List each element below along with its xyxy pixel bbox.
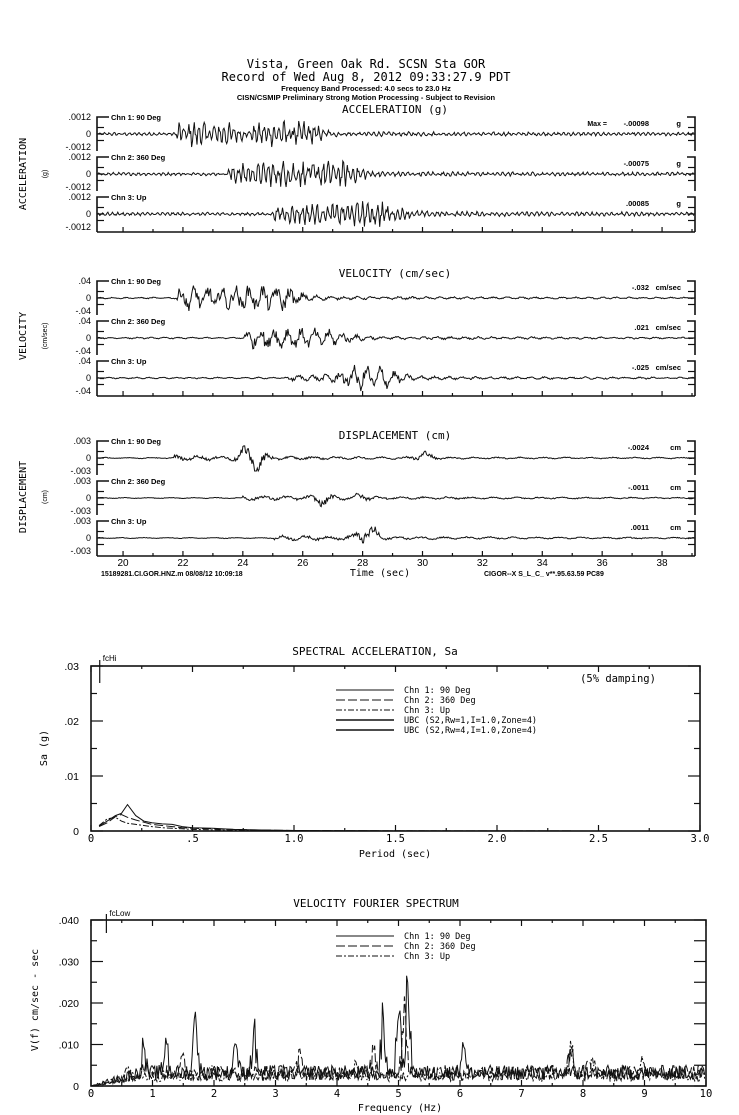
x-tick-label: 38	[656, 558, 668, 569]
velocity-panel	[18, 267, 695, 396]
acceleration-max-label: Max =	[587, 121, 607, 128]
sa-legend-label: UBC (S2,Rw=4,I=1.0,Zone=4)	[404, 726, 538, 736]
channel-max-value: -.0011	[628, 483, 649, 492]
time-axis-label: Time (sec)	[349, 568, 411, 579]
y-tick-label-zero: 0	[85, 373, 91, 383]
x-tick-label: 20	[117, 558, 129, 569]
sa-legend-label: Chn 1: 90 Deg	[404, 686, 471, 696]
footer-record-id: 15189281.CI.GOR.HNZ.m 08/08/12 10:09:18	[101, 571, 243, 578]
displacement-panel	[18, 429, 695, 579]
channel-label: Chn 3: Up	[111, 193, 147, 202]
x-tick-label: 24	[237, 558, 249, 569]
channel-label: Chn 3: Up	[111, 357, 147, 366]
sa-x-tick-label: 2.0	[487, 833, 507, 845]
header-processing-note: CISN/CSMIP Preliminary Strong Motion Processing - Subject to Revision	[236, 93, 496, 102]
sa-y-tick-label: .02	[64, 716, 79, 728]
y-tick-label-zero: 0	[85, 533, 91, 543]
sa-xlabel: Period (sec)	[358, 849, 432, 860]
waveform-trace	[98, 161, 694, 187]
fs-legend-label: Chn 2: 360 Deg	[404, 942, 476, 952]
channel-label: Chn 1: 90 Deg	[111, 277, 162, 286]
x-tick-label: 30	[416, 558, 429, 569]
x-tick-label: 34	[536, 558, 548, 569]
channel-max-unit: cm	[670, 523, 681, 532]
channel-label: Chn 1: 90 Deg	[111, 113, 162, 122]
fs-plot-frame	[91, 920, 706, 1086]
fs-y-tick-label: .040	[58, 915, 79, 927]
channel-max-value: -.00098	[623, 119, 649, 128]
sa-legend-label: UBC (S2,Rw=1,I=1.0,Zone=4)	[404, 716, 538, 726]
sa-legend-label: Chn 2: 360 Deg	[404, 696, 476, 706]
acceleration-ylabel: ACCELERATION	[18, 137, 29, 211]
fclow-marker-label: fcLow	[109, 909, 131, 918]
spectral-acceleration-chart	[39, 645, 709, 860]
sa-curve-3	[99, 817, 700, 831]
y-tick-label-zero: 0	[85, 209, 91, 219]
footer-processing-code: CIGOR--X S_L_C_ v**.95.63.59 PC89	[484, 571, 604, 578]
x-tick-label: 26	[297, 558, 309, 569]
velocity-yunit: (cm/sec)	[42, 322, 49, 350]
sa-damping-note: (5% damping)	[580, 673, 656, 685]
fs-x-tick-label: 3	[272, 1088, 279, 1100]
sa-y-tick-label: 0	[73, 826, 79, 838]
channel-max-unit: cm/sec	[655, 323, 681, 332]
fs-x-tick-label: 10	[699, 1088, 713, 1100]
y-tick-label-top: .0012	[68, 152, 91, 162]
channel-label: Chn 2: 360 Deg	[111, 317, 166, 326]
fs-y-tick-label: 0	[73, 1081, 79, 1093]
sa-curve-1	[99, 805, 700, 831]
displacement-ylabel: DISPLACEMENT	[18, 460, 29, 534]
channel-max-unit: g	[676, 159, 681, 168]
channel-max-unit: cm	[670, 483, 681, 492]
sa-x-tick-label: .5	[186, 833, 199, 845]
fs-x-tick-label: 5	[395, 1088, 402, 1100]
channel-max-unit: cm	[670, 443, 681, 452]
y-tick-label-bottom: -.003	[70, 466, 91, 476]
y-tick-label-zero: 0	[85, 169, 91, 179]
fchi-marker-label: fcHi	[102, 654, 117, 663]
sa-y-tick-label: .01	[64, 771, 79, 783]
fs-x-tick-label: 2	[210, 1088, 218, 1100]
y-tick-label-bottom: -.003	[70, 506, 91, 516]
sa-x-tick-label: 1.5	[386, 833, 405, 845]
channel-label: Chn 2: 360 Deg	[111, 153, 166, 162]
header-frequency-band: Frequency Band Processed: 4.0 secs to 23.0 Hz	[281, 84, 451, 93]
waveform-trace	[98, 527, 694, 543]
y-tick-label-top: .04	[78, 316, 91, 326]
acceleration-panel	[18, 103, 695, 232]
y-tick-label-zero: 0	[85, 129, 91, 139]
sa-legend-label: Chn 3: Up	[404, 706, 451, 716]
y-tick-label-bottom: -.0012	[65, 222, 91, 232]
sa-x-tick-label: 2.5	[589, 833, 608, 845]
y-tick-label-bottom: -.04	[75, 306, 91, 316]
velocity-fourier-spectrum-chart	[30, 897, 712, 1114]
y-tick-label-zero: 0	[85, 453, 91, 463]
channel-max-value: -.032	[631, 283, 649, 292]
channel-max-unit: cm/sec	[655, 363, 681, 372]
fs-xlabel: Frequency (Hz)	[357, 1103, 443, 1114]
sa-ylabel: Sa (g)	[39, 729, 50, 767]
fs-x-tick-label: 4	[333, 1088, 341, 1100]
sa-x-tick-label: 0	[87, 833, 95, 845]
waveform-trace	[98, 328, 694, 349]
fs-x-tick-label: 7	[518, 1088, 525, 1100]
x-tick-label: 32	[476, 558, 488, 569]
sa-curve-2	[99, 815, 700, 832]
fs-y-tick-label: .030	[58, 956, 79, 969]
fs-y-tick-label: .010	[58, 1039, 79, 1052]
channel-max-value: -.0024	[627, 443, 649, 452]
fs-x-tick-label: 8	[579, 1088, 587, 1100]
sa-x-tick-label: 3.0	[690, 833, 710, 845]
fs-curve-1	[92, 976, 705, 1086]
y-tick-label-bottom: -.04	[75, 346, 91, 356]
y-tick-label-zero: 0	[85, 333, 91, 343]
fs-x-tick-label: 0	[87, 1088, 95, 1100]
channel-max-value: -.00075	[623, 159, 649, 168]
acceleration-title: ACCELERATION (g)	[342, 103, 448, 116]
waveform-trace	[98, 493, 694, 506]
fs-title: VELOCITY FOURIER SPECTRUM	[293, 897, 459, 910]
channel-label: Chn 2: 360 Deg	[111, 477, 166, 486]
y-tick-label-top: .003	[73, 476, 91, 486]
fs-x-tick-label: 9	[641, 1088, 648, 1100]
y-tick-label-bottom: -.0012	[65, 142, 91, 152]
sa-plot-frame	[91, 666, 700, 831]
waveform-trace	[98, 286, 694, 311]
channel-max-value: .00085	[626, 199, 649, 208]
x-tick-label: 28	[357, 558, 369, 569]
sa-x-tick-label: 1.0	[284, 833, 304, 845]
y-tick-label-top: .04	[78, 356, 91, 366]
sa-title: SPECTRAL ACCELERATION, Sa	[292, 645, 458, 658]
y-tick-label-top: .0012	[68, 192, 91, 202]
y-tick-label-bottom: -.04	[75, 386, 91, 396]
channel-label: Chn 1: 90 Deg	[111, 437, 162, 446]
channel-max-unit: cm/sec	[655, 283, 681, 292]
y-tick-label-top: .0012	[68, 112, 91, 122]
fs-legend-label: Chn 3: Up	[404, 952, 451, 962]
fs-x-tick-label: 6	[456, 1088, 464, 1100]
channel-max-value: .0011	[630, 523, 649, 532]
sa-y-tick-label: .03	[64, 661, 79, 673]
y-tick-label-bottom: -.003	[70, 546, 91, 556]
fs-ylabel: V(f) cm/sec - sec	[30, 948, 41, 1052]
waveform-trace	[98, 446, 694, 471]
y-tick-label-top: .04	[78, 276, 91, 286]
fs-legend-label: Chn 1: 90 Deg	[404, 932, 471, 942]
channel-max-unit: g	[676, 119, 681, 128]
fs-y-tick-label: .020	[58, 998, 79, 1010]
fs-curve-3	[92, 1041, 705, 1086]
waveform-trace	[98, 201, 694, 227]
x-tick-label: 36	[596, 558, 608, 569]
velocity-ylabel: VELOCITY	[18, 311, 29, 361]
y-tick-label-zero: 0	[85, 493, 91, 503]
y-tick-label-bottom: -.0012	[65, 182, 91, 192]
y-tick-label-top: .003	[73, 516, 91, 526]
header-station-line: Vista, Green Oak Rd. SCSN Sta GOR	[246, 57, 486, 71]
y-tick-label-zero: 0	[85, 293, 91, 303]
acceleration-yunit: (g)	[42, 169, 49, 179]
channel-max-unit: g	[676, 199, 681, 208]
channel-max-value: .021	[634, 323, 649, 332]
waveform-trace	[98, 365, 694, 391]
displacement-title: DISPLACEMENT (cm)	[338, 429, 452, 442]
channel-max-value: -.025	[631, 363, 649, 372]
velocity-title: VELOCITY (cm/sec)	[338, 267, 452, 280]
y-tick-label-top: .003	[73, 436, 91, 446]
displacement-yunit: (cm)	[42, 490, 49, 504]
channel-label: Chn 3: Up	[111, 517, 147, 526]
x-tick-label: 22	[177, 558, 189, 569]
fs-x-tick-label: 1	[149, 1088, 156, 1100]
header-record-line: Record of Wed Aug 8, 2012 09:33:27.9 PDT	[221, 70, 511, 84]
record-header	[222, 57, 511, 102]
